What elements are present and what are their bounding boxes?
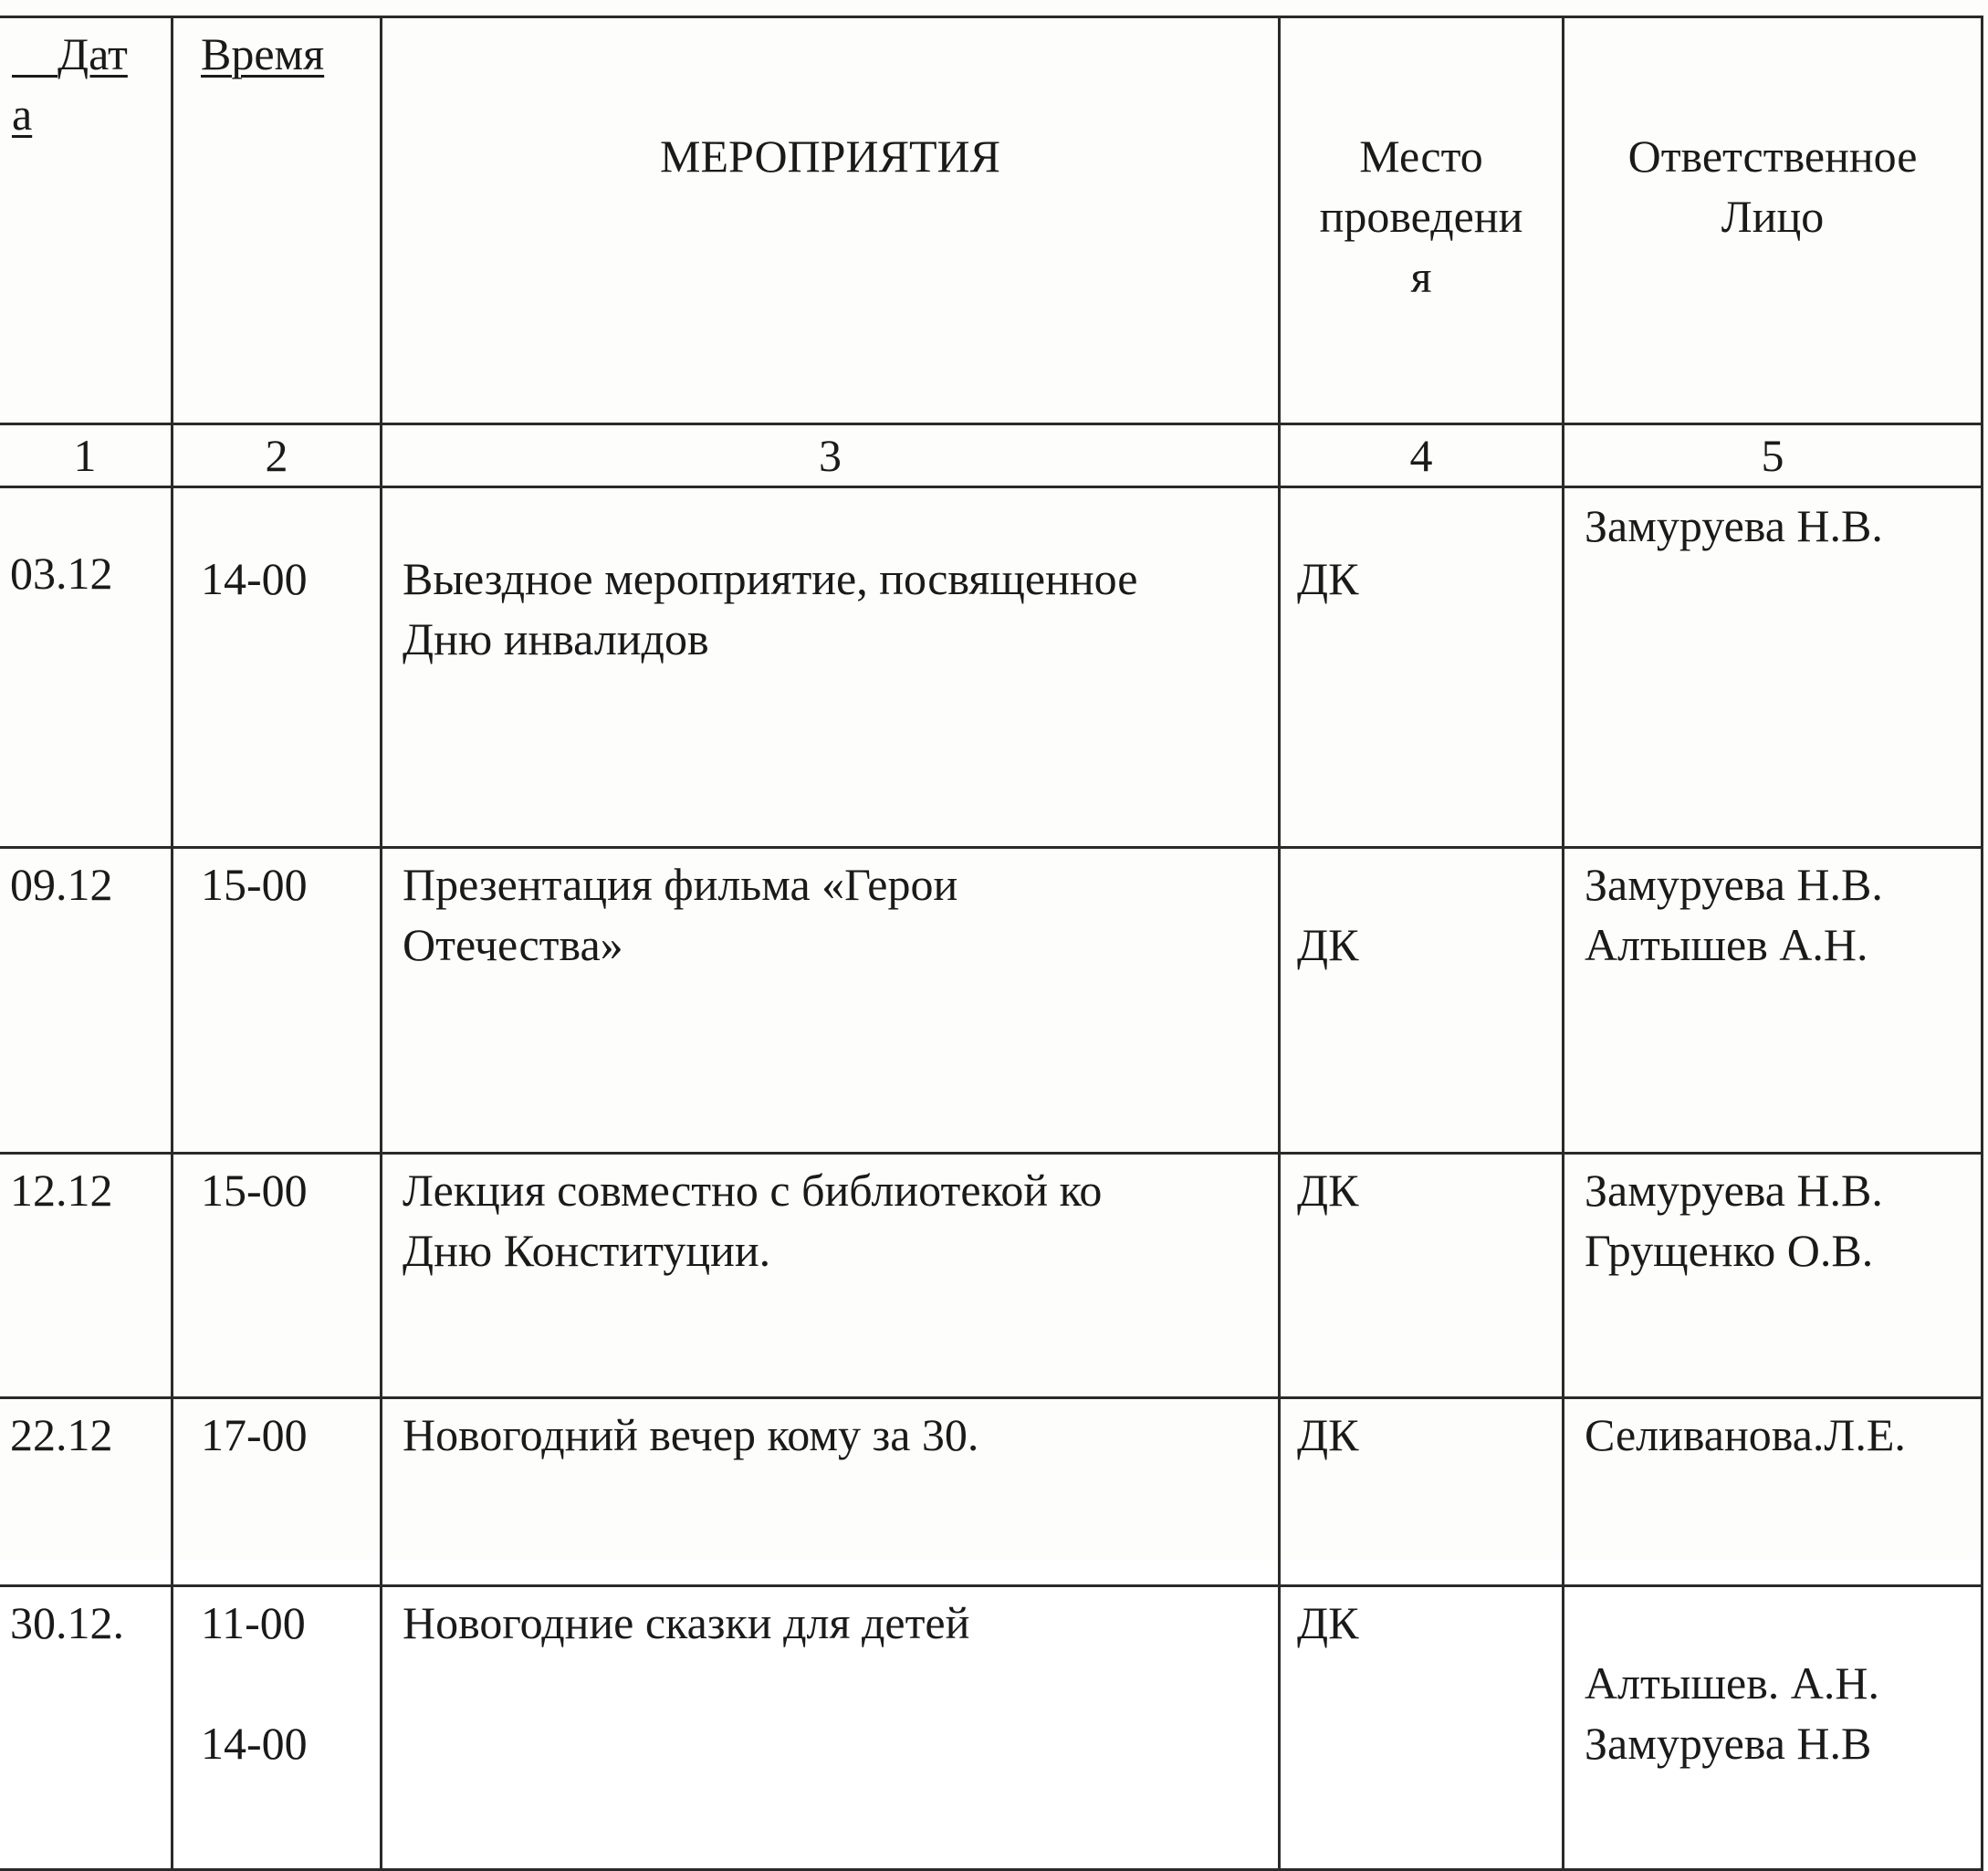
event-date: 03.12	[0, 487, 173, 848]
event-time-line: 11-00	[201, 1597, 306, 1648]
event-responsible	[1564, 1154, 1983, 1398]
event-title	[382, 848, 1280, 1154]
event-time	[173, 1398, 382, 1586]
event-time-line: 15-00	[201, 859, 308, 910]
event-time-line: 17-00	[201, 1409, 308, 1460]
event-time-line: 15-00	[201, 1165, 308, 1216]
event-title-line: Дню инвалидов	[403, 613, 709, 664]
event-title-line: Новогодние сказки для детей	[403, 1597, 970, 1648]
event-title	[382, 487, 1280, 848]
event-time	[173, 487, 382, 848]
event-date: 22.12	[0, 1398, 173, 1586]
event-title-line: Презентация фильма «Герои	[403, 859, 958, 910]
responsible-person: Замуруева Н.В.	[1585, 500, 1883, 551]
header-events-label: МЕРОПРИЯТИЯ	[660, 131, 1000, 182]
table-header-row	[0, 17, 1983, 424]
table-row	[0, 1398, 1983, 1586]
event-responsible	[1564, 1398, 1983, 1586]
event-time	[173, 1586, 382, 1870]
event-title-line: Дню Конституции.	[403, 1225, 771, 1276]
table-row	[0, 848, 1983, 1154]
header-date	[0, 17, 173, 424]
event-place: ДК	[1280, 848, 1564, 1154]
event-place: ДК	[1280, 1154, 1564, 1398]
event-time-line: 14-00	[201, 553, 308, 604]
event-title	[382, 1586, 1280, 1870]
event-date: 09.12	[0, 848, 173, 1154]
header-place-line3: я	[1410, 251, 1432, 302]
column-number-3: 3	[382, 424, 1280, 487]
header-time-label: Время	[201, 28, 325, 79]
header-time	[173, 17, 382, 424]
header-date-line2: а	[12, 89, 33, 140]
column-number-2: 2	[173, 424, 382, 487]
event-title	[382, 1398, 1280, 1586]
responsible-person: Замуруева Н.В.	[1585, 1165, 1883, 1216]
responsible-person: Алтышев А.Н.	[1585, 919, 1868, 970]
header-responsible-line1: Ответственное	[1627, 131, 1918, 182]
events-plan-table	[0, 16, 1983, 1871]
responsible-person: Грущенко О.В.	[1585, 1225, 1874, 1276]
table-row	[0, 1586, 1983, 1870]
header-date-line1: Дат	[58, 28, 128, 79]
column-number-5: 5	[1564, 424, 1983, 487]
responsible-person: Алтышев. А.Н.	[1585, 1657, 1880, 1709]
event-date: 12.12	[0, 1154, 173, 1398]
header-events	[382, 17, 1280, 424]
responsible-person: Селиванова.Л.Е.	[1585, 1409, 1906, 1460]
event-title-line: Лекция совместно с библиотекой ко	[403, 1165, 1103, 1216]
column-number-4: 4	[1280, 424, 1564, 487]
event-time	[173, 848, 382, 1154]
responsible-person: Замуруева Н.В	[1585, 1718, 1872, 1769]
header-responsible-line2: Лицо	[1721, 191, 1825, 242]
header-responsible	[1564, 17, 1983, 424]
event-title-line: Выездное мероприятие, посвященное	[403, 553, 1138, 604]
column-number-row	[0, 424, 1983, 487]
event-title-line: Новогодний вечер кому за 30.	[403, 1409, 979, 1460]
event-place: ДК	[1280, 1398, 1564, 1586]
header-place	[1280, 17, 1564, 424]
header-place-line1: Место	[1359, 131, 1483, 182]
event-responsible	[1564, 1586, 1983, 1870]
event-title-line: Отечества»	[403, 919, 623, 970]
responsible-person: Замуруева Н.В.	[1585, 859, 1883, 910]
event-time	[173, 1154, 382, 1398]
header-place-line2: проведени	[1319, 191, 1523, 242]
column-number-1: 1	[0, 424, 173, 487]
event-date: 30.12.	[0, 1586, 173, 1870]
table-row	[0, 487, 1983, 848]
table-row	[0, 1154, 1983, 1398]
event-title	[382, 1154, 1280, 1398]
event-responsible	[1564, 487, 1983, 848]
event-place: ДК	[1280, 1586, 1564, 1870]
event-responsible	[1564, 848, 1983, 1154]
event-time-line: 14-00	[201, 1718, 308, 1769]
event-place: ДК	[1280, 487, 1564, 848]
